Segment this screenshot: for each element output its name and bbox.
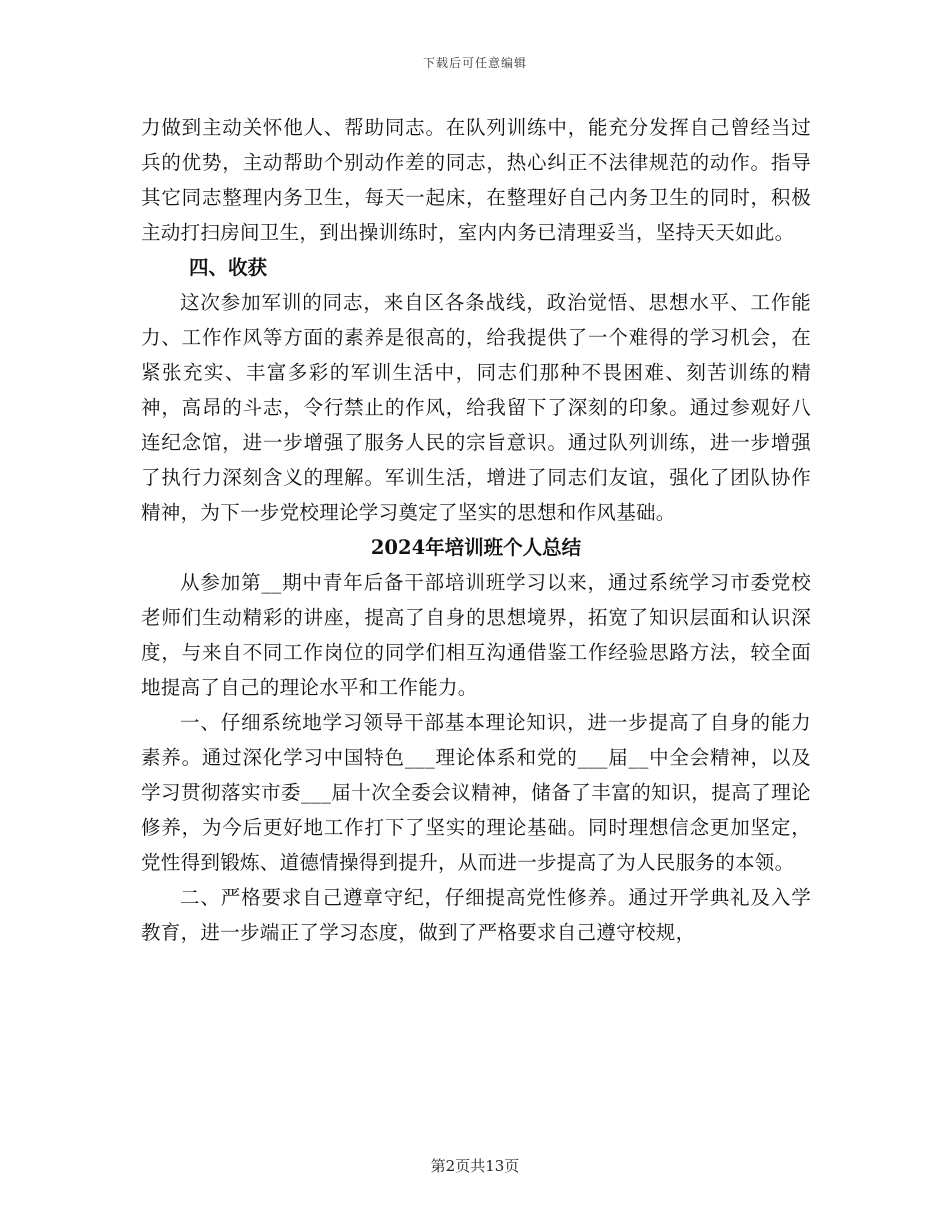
paragraph-intro: 从参加第__期中青年后备干部培训班学习以来，通过系统学习市委党校老师们生动精彩的讲座，提高了自身的思想境界，拓宽了知识层面和认识深度，与来自不同工作岗位的同学们相互沟通借鉴工作经验思路方法，较全面地提高了自己的理论水平和工作能力。 bbox=[141, 571, 811, 699]
document-title: 2024年培训班个人总结 bbox=[370, 536, 582, 559]
paragraph-continued: 力做到主动关怀他人、帮助同志。在队列训练中，能充分发挥自己曾经当过兵的优势，主动帮助个别动作差的同志，热心纠正不法律规范的动作。指导其它同志整理内务卫生，每天一起床，在整理好自己内务卫生的同时，积极主动打扫房间卫生，到出操训练时，室内内务已清理妥当，坚持天天如此。 bbox=[141, 116, 811, 244]
paragraph-harvest: 这次参加军训的同志，来自区各条战线，政治觉悟、思想水平、工作能力、工作作风等方面的素养是很高的，给我提供了一个难得的学习机会，在紧张充实、丰富多彩的军训生活中，同志们那种不畏困难、刻苦训练的精神，高昂的斗志，令行禁止的作风，给我留下了深刻的印象。通过参观好八连纪念馆，进一步增强了服务人民的宗旨意识。通过队列训练，进一步增强了执行力深刻含义的理解。军训生活，增进了同志们友谊，强化了团队协作精神，为下一步党校理论学习奠定了坚实的思想和作风基础。 bbox=[141, 291, 811, 524]
document-body bbox=[141, 110, 811, 950]
page-header-note: 下载后可任意编辑 bbox=[422, 56, 527, 70]
section-heading-harvest: 四、收获 bbox=[189, 256, 268, 279]
paragraph-point-two: 二、严格要求自己遵章守纪，仔细提高党性修养。通过开学典礼及入学教育，进一步端正了学习态度，做到了严格要求自己遵守校规， bbox=[141, 886, 811, 944]
page-number: 第2页共13页 bbox=[430, 1157, 520, 1175]
paragraph-point-one: 一、仔细系统地学习领导干部基本理论知识，进一步提高了自身的能力素养。通过深化学习中国特色___理论体系和党的___届__中全会精神，以及学习贯彻落实市委___届十次全委会议精神，储备了丰富的知识，提高了理论修养，为今后更好地工作打下了坚实的理论基础。同时理想信念更加坚定，党性得到锻炼、道德情操得到提升，从而进一步提高了为人民服务的本领。 bbox=[141, 711, 811, 874]
